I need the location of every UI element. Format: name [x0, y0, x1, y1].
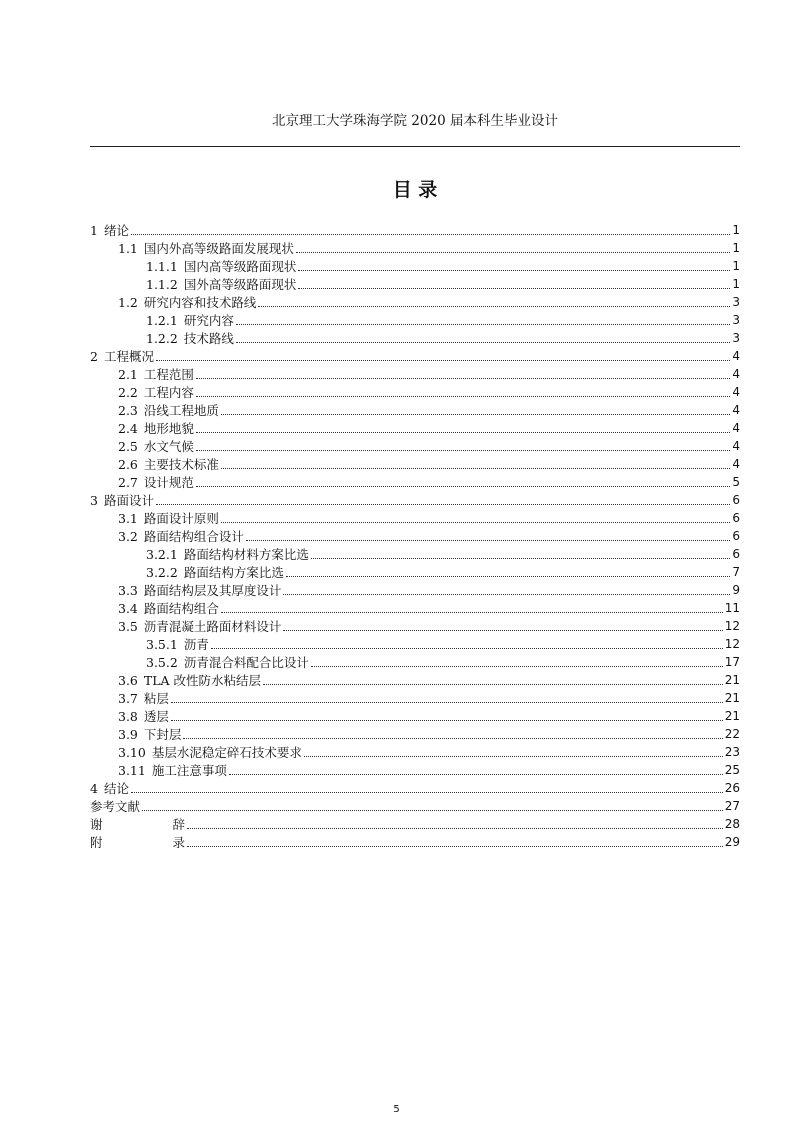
page-number: 5 [393, 1104, 400, 1115]
toc-entry-label [90, 493, 154, 508]
toc-entry-text: 沥青 [183, 637, 209, 652]
toc-entry-page: 1 [732, 259, 740, 273]
toc-leader-dots [171, 702, 723, 703]
toc-entry-number: 3.9 [118, 727, 138, 742]
toc-entry[interactable] [90, 562, 740, 580]
toc-entry-label [118, 367, 194, 382]
toc-entry-number: 2.2 [118, 385, 138, 400]
toc-entry-text: 研究内容和技术路线 [143, 295, 257, 310]
toc-entry[interactable] [90, 616, 740, 634]
toc-leader-dots [211, 648, 723, 649]
toc-entry-number: 3.5.2 [146, 655, 178, 670]
toc-leader-dots [131, 792, 723, 793]
toc-entry-label [90, 781, 129, 796]
toc-entry-page: 1 [732, 277, 740, 291]
toc-leader-dots [229, 774, 723, 775]
toc-entry-page: 12 [724, 619, 740, 633]
toc-entry-text: 水文气候 [143, 439, 194, 454]
toc-entry-page: 6 [732, 529, 740, 543]
toc-entry-text: 谢 [90, 817, 103, 832]
toc-entry-number: 3.11 [118, 763, 146, 778]
toc-entry-page: 4 [732, 439, 740, 453]
toc-leader-dots [236, 342, 731, 343]
toc-entry-page: 27 [724, 799, 740, 813]
toc-leader-dots [221, 414, 730, 415]
toc-entry-number: 3.8 [118, 709, 138, 724]
toc-entry-label [118, 511, 219, 526]
toc-entry[interactable] [90, 238, 740, 256]
toc-entry-label [118, 295, 256, 310]
toc-leader-dots [246, 540, 730, 541]
toc-entry-label [118, 745, 302, 760]
toc-entry-number: 2.6 [118, 457, 138, 472]
toc-entry-text: 路面设计原则 [143, 511, 219, 526]
toc-entry-number: 3.2 [118, 529, 138, 544]
toc-entry-label [118, 403, 219, 418]
toc-entry-page: 17 [724, 655, 740, 669]
toc-entry-page: 28 [724, 817, 740, 831]
toc-entry-text: 附 [90, 835, 103, 850]
toc-entry[interactable] [90, 418, 740, 436]
toc-leader-dots [196, 378, 730, 379]
toc-entry-label [146, 565, 284, 580]
toc-entry-label [146, 259, 296, 274]
toc-entry-number: 1.2.2 [146, 331, 178, 346]
toc-entry-number: 1.1.2 [146, 277, 178, 292]
toc-entry-label [118, 673, 261, 688]
toc-entry-text: 国内外高等级路面发展现状 [143, 241, 294, 256]
toc-leader-dots [263, 684, 723, 685]
toc-entry-page: 6 [732, 547, 740, 561]
toc-entry-number: 2.3 [118, 403, 138, 418]
toc-entry-page: 21 [724, 691, 740, 705]
toc-entry-text: 路面结构层及其厚度设计 [143, 583, 282, 598]
toc-entry-text: 地形地貌 [143, 421, 194, 436]
toc-entry-text: TLA 改性防水粘结层 [143, 673, 262, 688]
toc-entry[interactable] [90, 508, 740, 526]
toc-entry[interactable] [90, 598, 740, 616]
toc-leader-dots [298, 270, 730, 271]
toc-entry-page: 4 [732, 367, 740, 381]
toc-entry[interactable] [90, 760, 740, 778]
toc-entry[interactable] [90, 310, 740, 328]
toc-leader-dots [221, 612, 723, 613]
toc-entry-label [118, 583, 281, 598]
toc-entry-page: 5 [732, 475, 740, 489]
page-header: 北京理工大学珠海学院 2020 届本科生毕业设计 [272, 113, 558, 129]
toc-entry[interactable] [90, 220, 740, 238]
toc-entry-text: 国外高等级路面现状 [183, 277, 297, 292]
toc-entry-text-second: 录 [172, 835, 186, 850]
toc-entry-text: 结论 [103, 781, 129, 796]
toc-entry-text: 路面结构组合设计 [143, 529, 244, 544]
toc-entry-label [90, 817, 185, 832]
toc-entry[interactable] [90, 670, 740, 688]
toc-entry-text: 工程范围 [143, 367, 194, 382]
toc-leader-dots [311, 558, 731, 559]
toc-entry-text: 沥青混凝土路面材料设计 [143, 619, 282, 634]
toc-entry-page: 25 [724, 763, 740, 777]
toc-entry-text: 路面设计 [103, 493, 154, 508]
toc-entry-number: 3.1 [118, 511, 138, 526]
toc-entry-text: 国内高等级路面现状 [183, 259, 297, 274]
toc-entry-page: 4 [732, 421, 740, 435]
toc-entry-label [146, 331, 234, 346]
toc-entry-text: 技术路线 [183, 331, 234, 346]
toc-entry-text: 主要技术标准 [143, 457, 219, 472]
toc-entry-label [146, 313, 234, 328]
toc-entry-label [118, 241, 294, 256]
toc-entry[interactable] [90, 706, 740, 724]
toc-entry-number: 2.5 [118, 439, 138, 454]
toc-entry-page: 22 [724, 727, 740, 741]
toc-entry-page: 6 [732, 511, 740, 525]
toc-leader-dots [283, 594, 730, 595]
toc-leader-dots [286, 576, 731, 577]
toc-entry[interactable] [90, 436, 740, 454]
toc-entry-page: 21 [724, 673, 740, 687]
toc-leader-dots [221, 522, 730, 523]
toc-entry-label [146, 637, 209, 652]
toc-entry-page: 4 [732, 457, 740, 471]
toc-leader-dots [283, 630, 722, 631]
toc-leader-dots [196, 432, 730, 433]
toc-leader-dots [296, 252, 730, 253]
toc-entry-number: 3.3 [118, 583, 138, 598]
toc-entry-label [90, 799, 140, 814]
toc-entry-number: 3.10 [118, 745, 146, 760]
toc-leader-dots [183, 738, 722, 739]
toc-entry-page: 29 [724, 835, 740, 849]
toc-entry-page: 9 [732, 583, 740, 597]
toc-entry[interactable] [90, 382, 740, 400]
toc-entry-number: 1 [90, 223, 98, 238]
toc-entry-label [146, 655, 309, 670]
toc-entry[interactable] [90, 580, 740, 598]
toc-entry-page: 26 [724, 781, 740, 795]
toc-entry-label [146, 277, 296, 292]
toc-leader-dots [221, 468, 730, 469]
toc-entry[interactable] [90, 400, 740, 418]
toc-leader-dots [304, 756, 723, 757]
toc-entry-text: 参考文献 [90, 799, 141, 814]
toc-entry[interactable] [90, 364, 740, 382]
toc-leader-dots [196, 486, 730, 487]
toc-leader-dots [171, 720, 723, 721]
toc-entry-label [118, 619, 281, 634]
toc-leader-dots [187, 828, 723, 829]
toc-entry-number: 3.5.1 [146, 637, 178, 652]
toc-entry-number: 3.2.1 [146, 547, 178, 562]
toc-entry-label [90, 835, 185, 850]
toc-entry[interactable] [90, 274, 740, 292]
table-of-contents [90, 220, 740, 850]
toc-entry[interactable] [90, 256, 740, 274]
toc-entry-page: 3 [732, 295, 740, 309]
toc-title: 目 录 [392, 179, 438, 201]
toc-entry[interactable] [90, 652, 740, 670]
toc-entry-page: 4 [732, 385, 740, 399]
toc-entry-number: 1.2.1 [146, 313, 178, 328]
toc-entry-text: 路面结构材料方案比选 [183, 547, 309, 562]
toc-entry-label [118, 421, 194, 436]
toc-leader-dots [258, 306, 730, 307]
toc-entry-page: 3 [732, 313, 740, 327]
toc-leader-dots [156, 360, 730, 361]
toc-entry-label [118, 691, 169, 706]
toc-entry[interactable] [90, 544, 740, 562]
toc-entry-number: 2.4 [118, 421, 138, 436]
toc-leader-dots [187, 846, 723, 847]
toc-entry-number: 1.1.1 [146, 259, 178, 274]
toc-entry-text: 沥青混合料配合比设计 [183, 655, 309, 670]
toc-entry-page: 1 [732, 223, 740, 237]
toc-entry[interactable] [90, 742, 740, 760]
toc-entry-text: 基层水泥稳定碎石技术要求 [151, 745, 302, 760]
toc-leader-dots [131, 234, 730, 235]
toc-entry-number: 1.2 [118, 295, 138, 310]
toc-entry[interactable] [90, 328, 740, 346]
toc-entry-page: 6 [732, 493, 740, 507]
toc-entry-text: 透层 [143, 709, 169, 724]
toc-entry-text: 下封层 [143, 727, 182, 742]
toc-entry-page: 23 [724, 745, 740, 759]
toc-entry[interactable] [90, 472, 740, 490]
toc-entry-text: 工程内容 [143, 385, 194, 400]
toc-leader-dots [236, 324, 731, 325]
toc-entry-label [90, 349, 154, 364]
toc-entry-text: 路面结构方案比选 [183, 565, 284, 580]
toc-entry-number: 4 [90, 781, 98, 796]
toc-entry-number: 3.5 [118, 619, 138, 634]
toc-entry-text: 工程概况 [103, 349, 154, 364]
toc-entry[interactable] [90, 724, 740, 742]
toc-entry-text: 路面结构组合 [143, 601, 219, 616]
toc-leader-dots [196, 396, 730, 397]
toc-entry-text: 沿线工程地质 [143, 403, 219, 418]
toc-leader-dots [156, 504, 730, 505]
toc-entry-number: 3.4 [118, 601, 138, 616]
toc-leader-dots [142, 810, 723, 811]
toc-entry-page: 1 [732, 241, 740, 255]
toc-entry-text: 绪论 [103, 223, 129, 238]
toc-entry-number: 1.1 [118, 241, 138, 256]
toc-entry-label [118, 763, 227, 778]
toc-entry-text: 粘层 [143, 691, 169, 706]
toc-entry-text: 设计规范 [143, 475, 194, 490]
toc-entry-number: 3 [90, 493, 98, 508]
toc-entry-number: 2.7 [118, 475, 138, 490]
toc-entry-number: 2.1 [118, 367, 138, 382]
toc-entry[interactable] [90, 832, 740, 850]
toc-entry[interactable] [90, 454, 740, 472]
toc-entry-number: 2 [90, 349, 98, 364]
toc-entry[interactable] [90, 292, 740, 310]
toc-entry-text-second: 辞 [172, 817, 186, 832]
toc-entry-label [118, 439, 194, 454]
toc-leader-dots [196, 450, 730, 451]
toc-entry[interactable] [90, 634, 740, 652]
toc-entry[interactable] [90, 814, 740, 832]
toc-entry-page: 12 [724, 637, 740, 651]
toc-entry-label [118, 727, 181, 742]
toc-entry-label [90, 223, 129, 238]
toc-entry-number: 3.7 [118, 691, 138, 706]
toc-entry[interactable] [90, 778, 740, 796]
toc-entry-page: 11 [724, 601, 740, 615]
toc-entry-label [118, 601, 219, 616]
toc-leader-dots [311, 666, 723, 667]
toc-entry-number: 3.2.2 [146, 565, 178, 580]
toc-entry-text: 施工注意事项 [151, 763, 227, 778]
toc-entry-page: 21 [724, 709, 740, 723]
toc-entry[interactable] [90, 688, 740, 706]
toc-entry-page: 7 [732, 565, 740, 579]
toc-entry-page: 4 [732, 349, 740, 363]
toc-entry-label [146, 547, 309, 562]
toc-entry-page: 3 [732, 331, 740, 345]
header-divider [90, 146, 740, 147]
toc-entry-label [118, 457, 219, 472]
toc-entry-text: 研究内容 [183, 313, 234, 328]
toc-leader-dots [298, 288, 730, 289]
toc-entry[interactable] [90, 526, 740, 544]
toc-entry-label [118, 475, 194, 490]
toc-entry[interactable] [90, 490, 740, 508]
toc-entry-label [118, 529, 244, 544]
toc-entry-page: 4 [732, 403, 740, 417]
toc-entry-label [118, 709, 169, 724]
toc-entry-label [118, 385, 194, 400]
toc-entry-number: 3.6 [118, 673, 138, 688]
toc-entry[interactable] [90, 346, 740, 364]
toc-entry[interactable] [90, 796, 740, 814]
